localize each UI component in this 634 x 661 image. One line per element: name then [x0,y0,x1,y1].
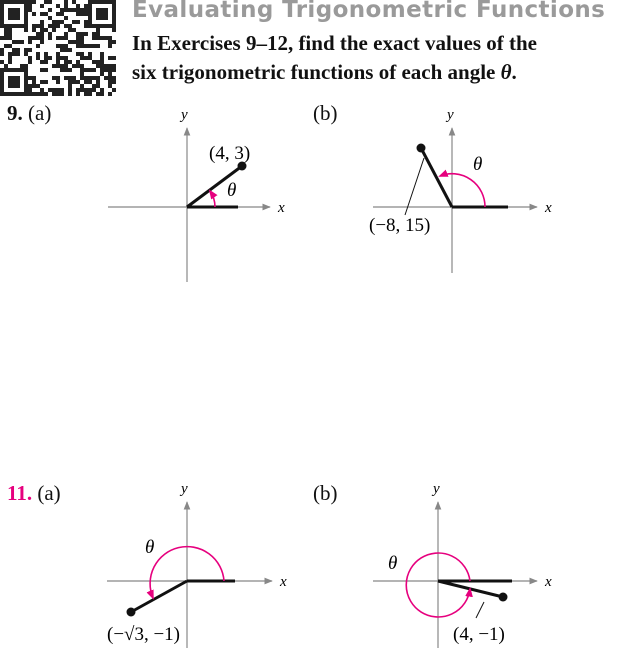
theta-symbol: θ [500,60,512,84]
angle-label: θ [145,537,155,558]
angle-arc [440,174,485,207]
instructions-line-2: six trigonometric functions of each angle θ. [132,60,517,84]
terminal-point [499,593,508,602]
exercise-9-part-b-label: (b) [313,101,338,125]
x-axis-label: x [280,574,287,590]
leader-line [476,602,484,618]
y-axis-label: y [181,107,188,123]
terminal-point [127,608,136,617]
point-label: (−8, 15) [369,215,431,236]
terminal-point [417,144,426,153]
x-axis-label: x [278,200,285,216]
point-label: (−√3, −1) [107,624,181,645]
part-label: (a) [28,101,52,125]
y-axis-label: y [181,481,188,497]
point-label: (4, 3) [209,143,251,164]
part-label: (a) [37,481,61,505]
y-axis-label: y [433,481,440,497]
x-axis-label: x [545,574,552,590]
instructions-line-1: In Exercises 9–12, find the exact values of the [132,31,537,55]
section-title: Evaluating Trigonometric Functions [132,0,606,23]
exercise-number: 9. [7,101,23,125]
angle-arc [210,191,215,207]
y-axis-label: y [447,107,454,123]
angle-label: θ [227,180,237,201]
figure-9a [108,107,285,282]
angle-label: θ [388,553,398,574]
figure-11b [373,481,552,648]
angle-label: θ [473,154,483,175]
exercise-number: 11. [7,481,33,505]
exercise-11-part-b-label: (b) [313,481,338,505]
figure-11a [107,481,287,648]
terminal-side [421,148,452,207]
x-axis-label: x [545,200,552,216]
terminal-side [438,581,503,597]
point-label: (4, −1) [453,624,505,645]
figure-9b [369,107,552,273]
terminal-side [131,581,187,612]
